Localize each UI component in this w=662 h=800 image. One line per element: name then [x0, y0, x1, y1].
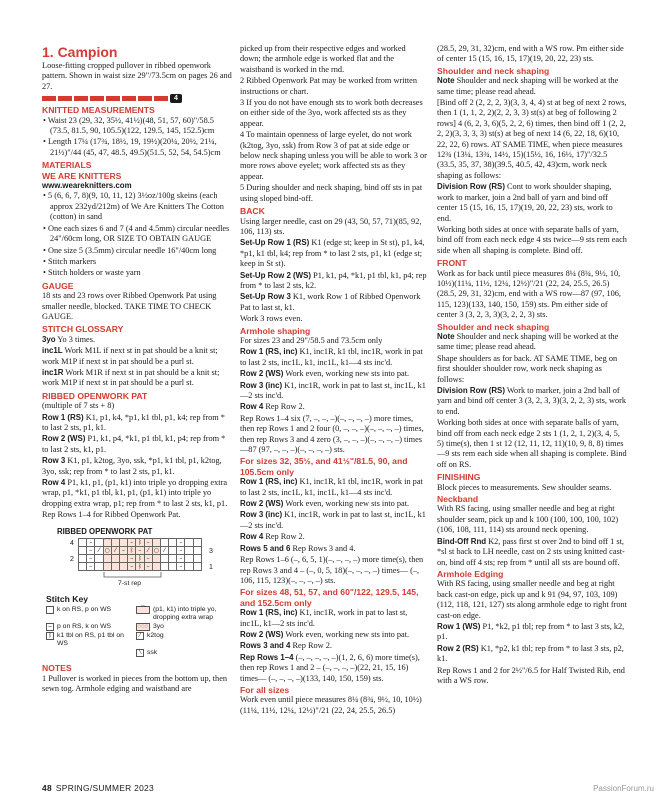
bind-off-rnd: Bind-Off Rnd K2, pass first st over 2nd to bind off 1 st, *sl st back to LH needle, cast on 2 sts using knitted cast-on, bind off 4 sts; rep from * until all sts are bound off. — [437, 536, 625, 567]
skill-level-badge — [42, 94, 232, 103]
pattern-row: Row 1 (RS) K1, p1, k4, *p1, k1 tbl, p1, k4; rep from * to last 2 sts, p1, k1. — [42, 412, 225, 432]
back-continued: (28.5, 29, 31, 32)cm, end with a WS row. Pm either side of center 15 (15, 16, 15, 17)(19, 20, 22, 23) sts. — [437, 44, 624, 64]
chart-grid: – ⌒ – ᛒ – – – ⁄ ○ ⁄ – ᛒ – ⁄ ○ ⁄ – – – ᛒ – – – – ᛒ – – — [78, 538, 202, 571]
pattern-row: Row 4 P1, k1, p1, (p1, k1) into triple yo dropping extra wrap, p1, *k1, p1 tbl, k1, p1, (p1, k1) into triple yo dropping extra wrap, p1; rep from * to last 2 sts, k1, p1. — [42, 478, 228, 508]
note-1-continued: picked up from their respective edges and worked down; the armhole edge is worked flat and the waistband is worked in the rnd. — [240, 44, 406, 74]
neckband-text: With RS facing, using smaller needle and beg at right shoulder seam, pick up and k 100 (100, 100, 100, 102)(106, 108, 111, 114) sts around neck opening. — [437, 504, 619, 535]
key-item: ᛒ k1 tbl on RS, p1 tbl on WS — [46, 632, 134, 648]
neckband-heading: Neckband — [437, 494, 479, 505]
division-row: Division Row (RS) Work to marker, join a 2nd ball of yarn and bind off center 3 (3, 2, 3, 3)(3, 2, 2, 3) sts, work to end. — [437, 386, 627, 416]
cast-on: Using larger needle, cast on 29 (43, 50, 57, 71)(85, 92, 106, 113) sts. — [240, 216, 422, 236]
note-text: Note Shoulder and neck shaping will be worked at the same time; please read ahead. — [437, 76, 619, 96]
3yo-symbol: ◌◌◌ — [137, 624, 149, 631]
shaping-row: Rows 5 and 6 Rep Rows 3 and 4. — [240, 543, 356, 553]
page-number: 48 — [42, 783, 52, 793]
work-even: Work 3 rows even. — [240, 314, 303, 324]
intro-text: Loose-fitting cropped pullover in ribbed openwork pattern. Shown in waist size 29"/73.5cm on pages 26 and 27. — [42, 61, 232, 91]
key-item: ⁄ k2tog — [136, 632, 236, 648]
key-item: ◌◌◌ 3yo — [137, 623, 164, 631]
division-row: Division Row (RS) Cont to work shoulder shaping, work to marker, join a 2nd ball of yarn and bind off center 15 (15, 16, 15, 17)(19, 20, 22, 23) sts, work to end. — [437, 182, 613, 223]
multiple-text: (multiple of 7 sts + 8) — [42, 401, 115, 411]
armhole-shaping-heading: Armhole shaping — [240, 325, 311, 336]
size-group-heading: For sizes 32, 35½, and 41½"/81.5, 90, and 105.5cm only — [240, 456, 408, 477]
knit-symbol — [46, 606, 54, 614]
all-sizes-heading: For all sizes — [240, 684, 290, 695]
shaping-row: Row 2 (WS) Work even, working new sts into pat. — [240, 629, 410, 639]
stitch-glossary-heading: STITCH GLOSSARY — [42, 324, 124, 335]
ssk-symbol: ⁄ — [136, 649, 144, 657]
material-item: • Stitch holders or waste yarn — [43, 268, 141, 278]
chart-row-label: 3 — [209, 548, 213, 556]
material-item: • One size 5 (3.5mm) circular needle 16"/40cm long — [43, 245, 217, 255]
setup-row: Set-Up Row 1 (RS) K1 (edge st; keep in St st), p1, k4, *p1, k1 tbl, k4; rep from * to last 2 sts, p1, k1 (edge st; keep in St st). — [240, 238, 425, 269]
edging-row: Row 1 (WS) P1, *k2, p1 tbl; rep from * to last 3 sts, k2, p1. — [437, 621, 625, 642]
chart-row-label: 2 — [70, 556, 74, 564]
key-item-spacer — [46, 649, 134, 657]
shaping-row: Row 2 (WS) Work even, working new sts into pat. — [240, 369, 410, 379]
back-heading: BACK — [240, 206, 265, 217]
note-4: 4 To maintain openness of large eyelet, do not work (k2tog, 3yo, ssk) from Row 3 of pat at side edge or below neck shaping unless you will be able to work 3 or more rows above eyelet; work affected sts as they appear. — [240, 130, 427, 181]
material-item: • 5 (6, 6, 7, 8)(9, 10, 11, 12) 3½oz/100g skeins (each approx 232yd/212m) of We Are Knitters The Cotton (cotton) in sand — [43, 191, 224, 222]
shoulder-neck-heading: Shoulder and neck shaping — [437, 321, 550, 332]
edging-repeat: Rep Rows 1 and 2 for 2½"/6.5 for Half Twisted Rib, end with a WS row. — [437, 665, 625, 685]
triple-yo-symbol: ⌒ — [136, 606, 150, 614]
brand-url[interactable]: www.weareknitters.com — [42, 181, 132, 191]
armhole-text: With RS facing, using smaller needle and beg at right back cast-on edge, pick up and k 91 (94, 97, 103, 109)(112, 118, 121, 127) sts along armhole edge to right front cast-on edge. — [437, 579, 627, 620]
key-item: k on RS, p on WS — [46, 606, 134, 622]
shaping-row: Row 1 (RS, inc) K1, inc1R, k1 tbl, inc1R, work in pat to last 2 sts, inc1L, k1, inc1L, k1—4 sts inc'd. — [240, 347, 423, 367]
shaping-row: Row 3 (inc) K1, inc1R, work in pat to last st, inc1L, k1—2 sts inc'd. — [240, 510, 426, 530]
chart-row-label: 4 — [70, 540, 74, 548]
watermark: PassionForum.ru — [593, 784, 654, 793]
shaping-row: Row 1 (RS, inc) K1, inc1R, work in pat to last st, inc1L, k1—2 sts inc'd. — [240, 608, 408, 628]
glossary-entry: 3yo Yo 3 times. — [42, 334, 96, 344]
measurement-item: • Waist 23 (29, 32, 35½, 41½)(48, 51, 57, 60)"/58.5 (73.5, 81.5, 90, 105.5)(122, 129.5, 145, 152.5)cm — [43, 115, 215, 136]
page-folio — [42, 783, 154, 793]
key-item: ⁄ ssk — [136, 649, 236, 657]
shaping-row: Row 4 Rep Row 2. — [240, 532, 305, 542]
shaping-row: Row 1 (RS, inc) K1, inc1R, k1 tbl, inc1R, work in pat to last 2 sts, inc1L, k1, inc1L, k1—4 sts inc'd. — [240, 477, 423, 497]
material-item: • One each sizes 6 and 7 (4 and 4.5mm) circular needles 24"/60cm long, OR SIZE TO OBTAIN GAUGE — [43, 223, 230, 244]
note-text: Note Shoulder and neck shaping will be worked at the same time; please read ahead. — [437, 331, 619, 352]
shaping-row: Row 4 Rep Row 2. — [240, 402, 305, 412]
setup-row: Set-Up Row 3 K1, work Row 1 of Ribbed Openwork Pat to last st, k1. — [240, 292, 421, 312]
knitted-measurements-heading: KNITTED MEASUREMENTS — [42, 105, 155, 116]
gauge-heading: GAUGE — [42, 280, 74, 291]
gauge-text: 18 sts and 23 rows over Ribbed Openwork Pat using smaller needle, blocked. TAKE TIME TO CHECK GAUGE. — [42, 291, 217, 321]
shaping-row: Row 2 (WS) Work even, working new sts into pat. — [240, 499, 410, 509]
column-2 — [240, 44, 427, 717]
material-item: • Stitch markers — [43, 256, 97, 266]
column-1 — [42, 44, 232, 696]
shaping-row: Rows 3 and 4 Rep Row 2. — [240, 641, 332, 651]
issue-name: SPRING/SUMMER 2023 — [55, 783, 154, 793]
size-group: For sizes 23 and 29"/58.5 and 73.5cm only — [240, 335, 383, 345]
note-2: 2 Ribbed Openwork Pat may be worked from written instructions or chart. — [240, 76, 417, 96]
note-1: 1 Pullover is worked in pieces from the bottom up, then sewn tog. Armhole edging and waistband are — [42, 673, 228, 694]
repeat-text: Rep Rows 1–6 (–, 6, 5, 1)(–, –, –, –) more time(s), then rep Rows 3 and 4 – (–, 0, 5, 18)(–, –, –, –) times— (–, 106, 115, 123)(–, –, –, –) sts. — [240, 555, 424, 585]
all-sizes-text: Work even until piece measures 8¼ (8¾, 9½, 10, 10½)(11¼, 11½, 12¼, 12½)"/21 (22, 24, 25.5, 26.5) — [240, 695, 422, 715]
front-heading: FRONT — [437, 258, 467, 269]
note-5: 5 During shoulder and neck shaping, bind off sts in pat using sloped bind-off. — [240, 183, 423, 203]
pattern-repeat: Rep Rows 1–4 for Ribbed Openwork Pat. — [42, 510, 181, 520]
both-sides-text: Working both sides at once with separate balls of yarn, bind off from each neck edge 4 sts twice—9 sts rem each side when all shaping is complete. Bind off. — [437, 224, 627, 255]
bind-off-text: [Bind off 2 (2, 2, 2, 3)(3, 3, 4, 4) st at beg of next 2 rows, then 1 (1, 1, 2, 2)(2, 2, 3, 3) st(s) at beg of following 2 rows] 4 (6, 2, 3, 6)(5, 2, 2, 6) times, then bind off 1 (2, 2, 2, 2)(3, 3, 3, 3) st(s) at beg of next 14 (6, 22, 18, 6)(10, 22, 22, 6) rows. AT SAME TIME, when piece measures 12¾ (13¼, 13¾, 14½, 15)(15½, 16, 16½, 17)"/32.5 (33.5, 35, 37, 38)(39.5, 40.5, 42, 43)cm, work neck shaping as follows: — [437, 98, 627, 180]
edging-row: Row 2 (RS) K1, *p2, k1 tbl; rep from * to last 3 sts, p2, k1. — [437, 643, 624, 664]
k1tbl-symbol: ᛒ — [46, 632, 54, 640]
shaping-row: Rep Rows 1–4 (–, –, –, –, –)(1, 2, 6, 6) more time(s), then rep Rows 1 and 2 – (–, –, –, –)(22, 21, 15, 16) times— (–, –, –, –)(133, 140, 150, 159) sts. — [240, 652, 420, 683]
skill-level-number: 4 — [170, 94, 182, 103]
shaping-row: Row 3 (inc) K1, inc1R, work in pat to last st, inc1L, k1—2 sts inc'd. — [240, 380, 426, 400]
both-sides-text: Working both sides at once with separate balls of yarn, bind off from each neck edge 2 sts 1 (1, 2, 1, 2)(3, 4, 5, 5) time(s), then 1 st 12 (12, 11, 12, 11)(10, 9, 8, 8) times—9 sts rem each side when all shaping is complete. Bind off on RS. — [437, 418, 627, 469]
shoulder-neck-heading: Shoulder and neck shaping — [437, 65, 550, 76]
pattern-title: 1. Campion — [42, 44, 118, 60]
ribbed-openwork-heading: RIBBED OPENWORK PAT — [42, 390, 148, 401]
setup-row: Set-Up Row 2 (WS) P1, k1, p4, *k1, p1 tbl, k1, p4; rep from * to last 2 sts, k2. — [240, 270, 427, 290]
column-3 — [437, 44, 627, 687]
pattern-row: Row 3 K1, p1, k2tog, 3yo, ssk, *p1, k1 tbl, p1, k2tog, 3yo, ssk; rep from * to last 2 sts, p1, k1. — [42, 456, 222, 476]
glossary-entry: inc1L Work M1L if next st in pat should be a knit st; work M1P if next st in pat should be a purl st. — [42, 346, 218, 366]
measurement-item: • Length 17¼ (17¾, 18½, 19, 19½)(20¼, 20½, 21¼, 21½)"/44 (45, 47, 48.5, 49.5)(51.5, 52, 54, 54.5)cm — [43, 137, 221, 157]
pattern-row: Row 2 (WS) P1, k1, p4, *k1, p1 tbl, k1, p4; rep from * to last 2 sts, k1, p1. — [42, 434, 226, 454]
chart-row-label: 1 — [209, 564, 213, 572]
finishing-heading: FINISHING — [437, 472, 481, 483]
repeat-label: 7-st rep — [118, 580, 142, 588]
stitch-key — [46, 606, 232, 657]
materials-heading: MATERIALS — [42, 160, 92, 171]
chart-title: RIBBED OPENWORK PAT — [57, 526, 153, 536]
key-item: – p on RS, k on WS — [46, 623, 134, 631]
glossary-entry: inc1R Work M1R if next st in pat should be a knit st; work M1P if next st in pat should be a purl st. — [42, 367, 220, 388]
stitch-chart — [70, 538, 232, 590]
stitch-key-heading: Stitch Key — [46, 594, 89, 605]
note-3: 3 If you do not have enough sts to work both decreases on either side of the 3yo, work affected sts as they appear. — [240, 98, 423, 128]
repeat-text: Rep Rows 1–4 six (7, –, –, –)(–, –, –, –) more times, then rep Rows 1 and 2 four (0, –, –, –)(–, –, –, –) times, then rep Rows 3 and 4 zero (3, –, –, –)(–, –, –, –) times—87 (97, –, –, –)(–, –, –, –) sts. — [240, 413, 424, 455]
notes-heading: NOTES — [42, 663, 72, 674]
size-group-heading: For sizes 48, 51, 57, and 60"/122, 129.5, 145, and 152.5cm only — [240, 587, 419, 608]
armhole-edging-heading: Armhole Edging — [437, 568, 504, 579]
purl-symbol: – — [46, 623, 54, 631]
finishing-text: Block pieces to measurements. Sew shoulder seams. — [437, 482, 612, 492]
k2tog-symbol: ⁄ — [136, 632, 144, 640]
shape-text: Shape shoulders as for back. AT SAME TIME, beg on first shoulder shoulder row, work neck shaping as follows: — [437, 353, 618, 384]
brand-name: WE ARE KNITTERS — [42, 170, 122, 181]
front-text: Work as for back until piece measures 8¼ (8¾, 9½, 10, 10½)(11¼, 11½, 12¼, 12½)"/21 (22, 24, 25.5, 26.5)(28.5, 29, 31, 32)cm, end with a WS row—87 (97, 106, 115, 123)(133, 140, 150, 159) sts. Pm either side of center 3 (3, 2, 3, 3)(3, 2, 2, 3) sts. — [437, 268, 621, 320]
key-item: ⌒ (p1, k1) into triple yo, dropping extra wrap — [136, 606, 236, 622]
